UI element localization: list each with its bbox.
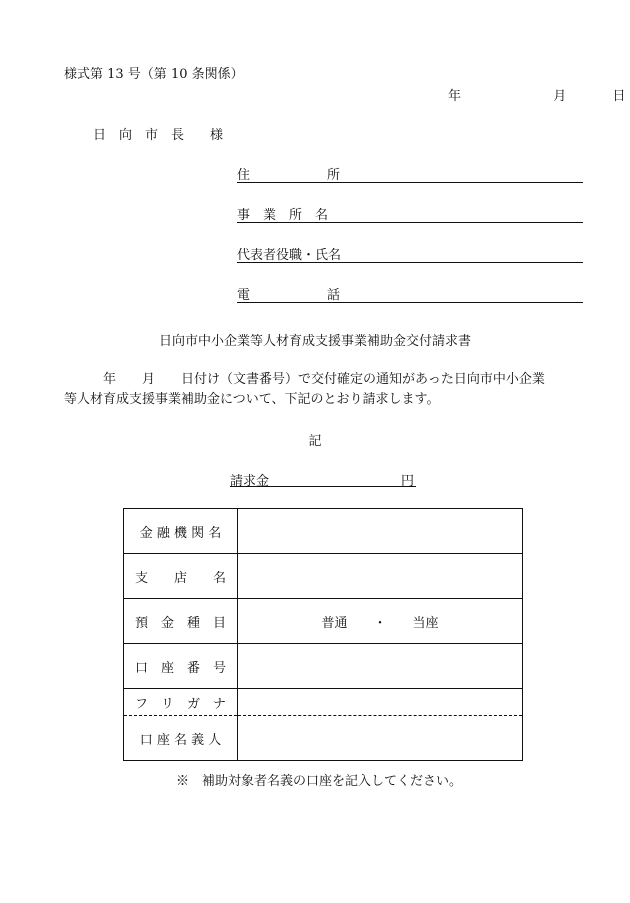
address-label-b: 所 bbox=[327, 168, 341, 183]
table-row bbox=[124, 689, 523, 716]
bank-name-label: 金 融 機 関 名 bbox=[124, 509, 238, 554]
date-year: 年 bbox=[448, 89, 462, 104]
amount-label: 請求金 bbox=[230, 474, 270, 489]
account-number-cell[interactable] bbox=[238, 644, 523, 689]
bank-table bbox=[123, 508, 523, 761]
branch-name-label: 支 店 名 bbox=[124, 554, 238, 599]
address-field[interactable] bbox=[237, 164, 583, 183]
body-text bbox=[64, 370, 584, 410]
phone-label-a: 電 bbox=[237, 288, 251, 303]
account-holder-cell[interactable] bbox=[238, 716, 523, 761]
form-number: 様式第 13 号（第 10 条関係） bbox=[64, 67, 244, 82]
document-title: 日向市中小企業等人材育成支援事業補助金交付請求書 bbox=[158, 334, 471, 349]
business-name-field[interactable] bbox=[237, 204, 583, 223]
amount-field[interactable] bbox=[230, 470, 416, 487]
account-type-cell[interactable]: 普通 ・ 当座 bbox=[238, 599, 523, 644]
date-month: 月 bbox=[553, 89, 567, 104]
phone-field[interactable] bbox=[237, 284, 583, 303]
table-row bbox=[124, 716, 523, 761]
phone-label-b: 話 bbox=[327, 288, 341, 303]
ki-heading: 記 bbox=[308, 434, 322, 449]
body-line-2: 等人材育成支援事業補助金について、下記のとおり請求します。 bbox=[64, 392, 440, 407]
business-name-label: 事 業 所 名 bbox=[237, 208, 329, 223]
date-day: 日 bbox=[612, 89, 626, 104]
branch-name-cell[interactable] bbox=[238, 554, 523, 599]
table-row bbox=[124, 644, 523, 689]
address-label-a: 住 bbox=[237, 168, 251, 183]
representative-field[interactable] bbox=[237, 244, 583, 263]
account-type-label: 預 金 種 目 bbox=[124, 599, 238, 644]
furigana-cell[interactable] bbox=[238, 689, 523, 716]
table-row bbox=[124, 509, 523, 554]
account-number-label: 口 座 番 号 bbox=[124, 644, 238, 689]
addressee: 日 向 市 長 様 bbox=[93, 128, 224, 143]
furigana-label: フ リ ガ ナ bbox=[124, 689, 238, 716]
amount-unit: 円 bbox=[400, 474, 414, 489]
body-line-1: 年 月 日付け（文書番号）で交付確定の通知があった日向市中小企業 bbox=[64, 372, 545, 387]
table-row bbox=[124, 554, 523, 599]
date-line bbox=[448, 85, 625, 104]
representative-label: 代表者役職・氏名 bbox=[237, 248, 342, 263]
bank-name-cell[interactable] bbox=[238, 509, 523, 554]
note: ※ 補助対象者名義の口座を記入してください。 bbox=[176, 774, 463, 789]
table-row bbox=[124, 599, 523, 644]
account-holder-label: 口 座 名 義 人 bbox=[124, 716, 238, 761]
